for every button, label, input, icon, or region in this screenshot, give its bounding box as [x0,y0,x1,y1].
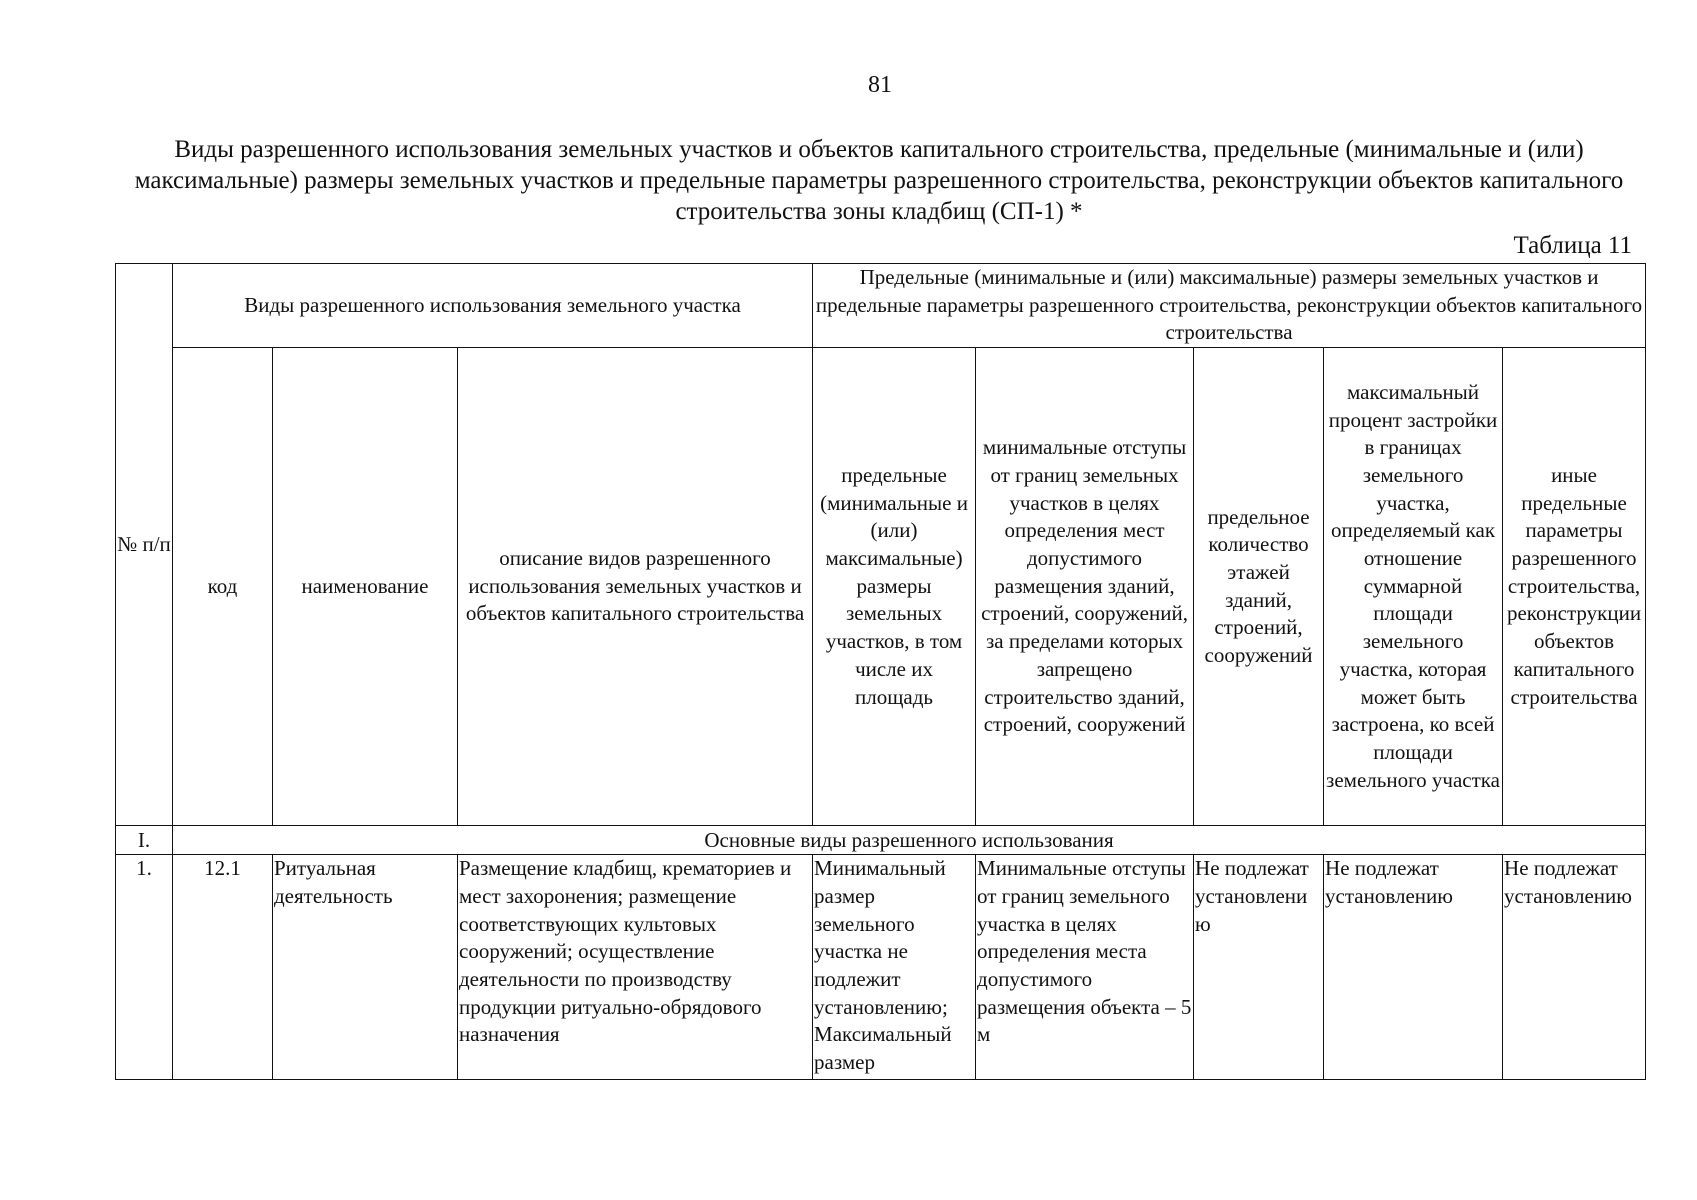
table-caption: Таблица 11 [1513,232,1632,259]
header-description: описание видов разрешенного использования земельных участков и объектов капитального строительства [458,348,813,826]
header-group-params: Предельные (минимальные и (или) максимальные) размеры земельных участков и предельные параметры разрешенного строительства, реконструкции объектов капитального строительства [813,264,1646,348]
header-coverage: максимальный процент застройки в границах земельного участка, определяемый как отношение суммарной площади земельного участка, которая может быть застроена, ко всей площади земельного участка [1324,348,1503,826]
header-size: предельные (минимальные и (или) максимальные) размеры земельных участков, в том числе их площадь [813,348,976,826]
header-other: иные предельные параметры разрешенного строительства, реконструкции объектов капитального строительства [1503,348,1646,826]
section-row [116,826,1646,855]
cell-code: 12.1 [173,855,273,1080]
header-name: наименование [273,348,458,826]
land-use-table [115,263,1646,1080]
header-code: код [173,348,273,826]
document-title: Виды разрешенного использования земельных участков и объектов капитального строительства, предельные (минимальные и (или) максимальные) размеры земельных участков и предельные параметры разрешенного строительства, реконструкции объектов капитального строительства зоны кладбищ (СП-1) * [134,136,1624,225]
section-num: I. [116,826,173,855]
cell-floors: Не подлежат установлению [1194,855,1324,1080]
header-row-columns [116,348,1646,826]
cell-name: Ритуальная деятельность [273,855,458,1080]
header-group-use: Виды разрешенного использования земельного участка [173,264,813,348]
header-setbacks: минимальные отступы от границ земельных участков в целях определения мест допустимого размещения зданий, строений, сооружений, за пределами которых запрещено строительство зданий, строений, сооружений [976,348,1194,826]
cell-setbacks: Минимальные отступы от границ земельного участка в целях определения места допустимого размещения объекта – 5 м [976,855,1194,1080]
table-row [116,855,1646,1080]
section-label: Основные виды разрешенного использования [173,826,1646,855]
cell-size: Минимальный размер земельного участка не подлежит установлению; Максимальный размер [813,855,976,1080]
cell-num: 1. [116,855,173,1080]
page-number: 81 [868,72,892,98]
cell-description: Размещение кладбищ, крематориев и мест захоронения; размещение соответствующих культовых сооружений; осуществление деятельности по производству продукции ритуально-обрядового назначения [458,855,813,1080]
header-num: № п/п [116,264,173,826]
header-row-groups [116,264,1646,348]
cell-coverage: Не подлежат установлению [1324,855,1503,1080]
header-floors: предельное количество этажей зданий, строений, сооружений [1194,348,1324,826]
cell-other: Не подлежат установлению [1503,855,1646,1080]
